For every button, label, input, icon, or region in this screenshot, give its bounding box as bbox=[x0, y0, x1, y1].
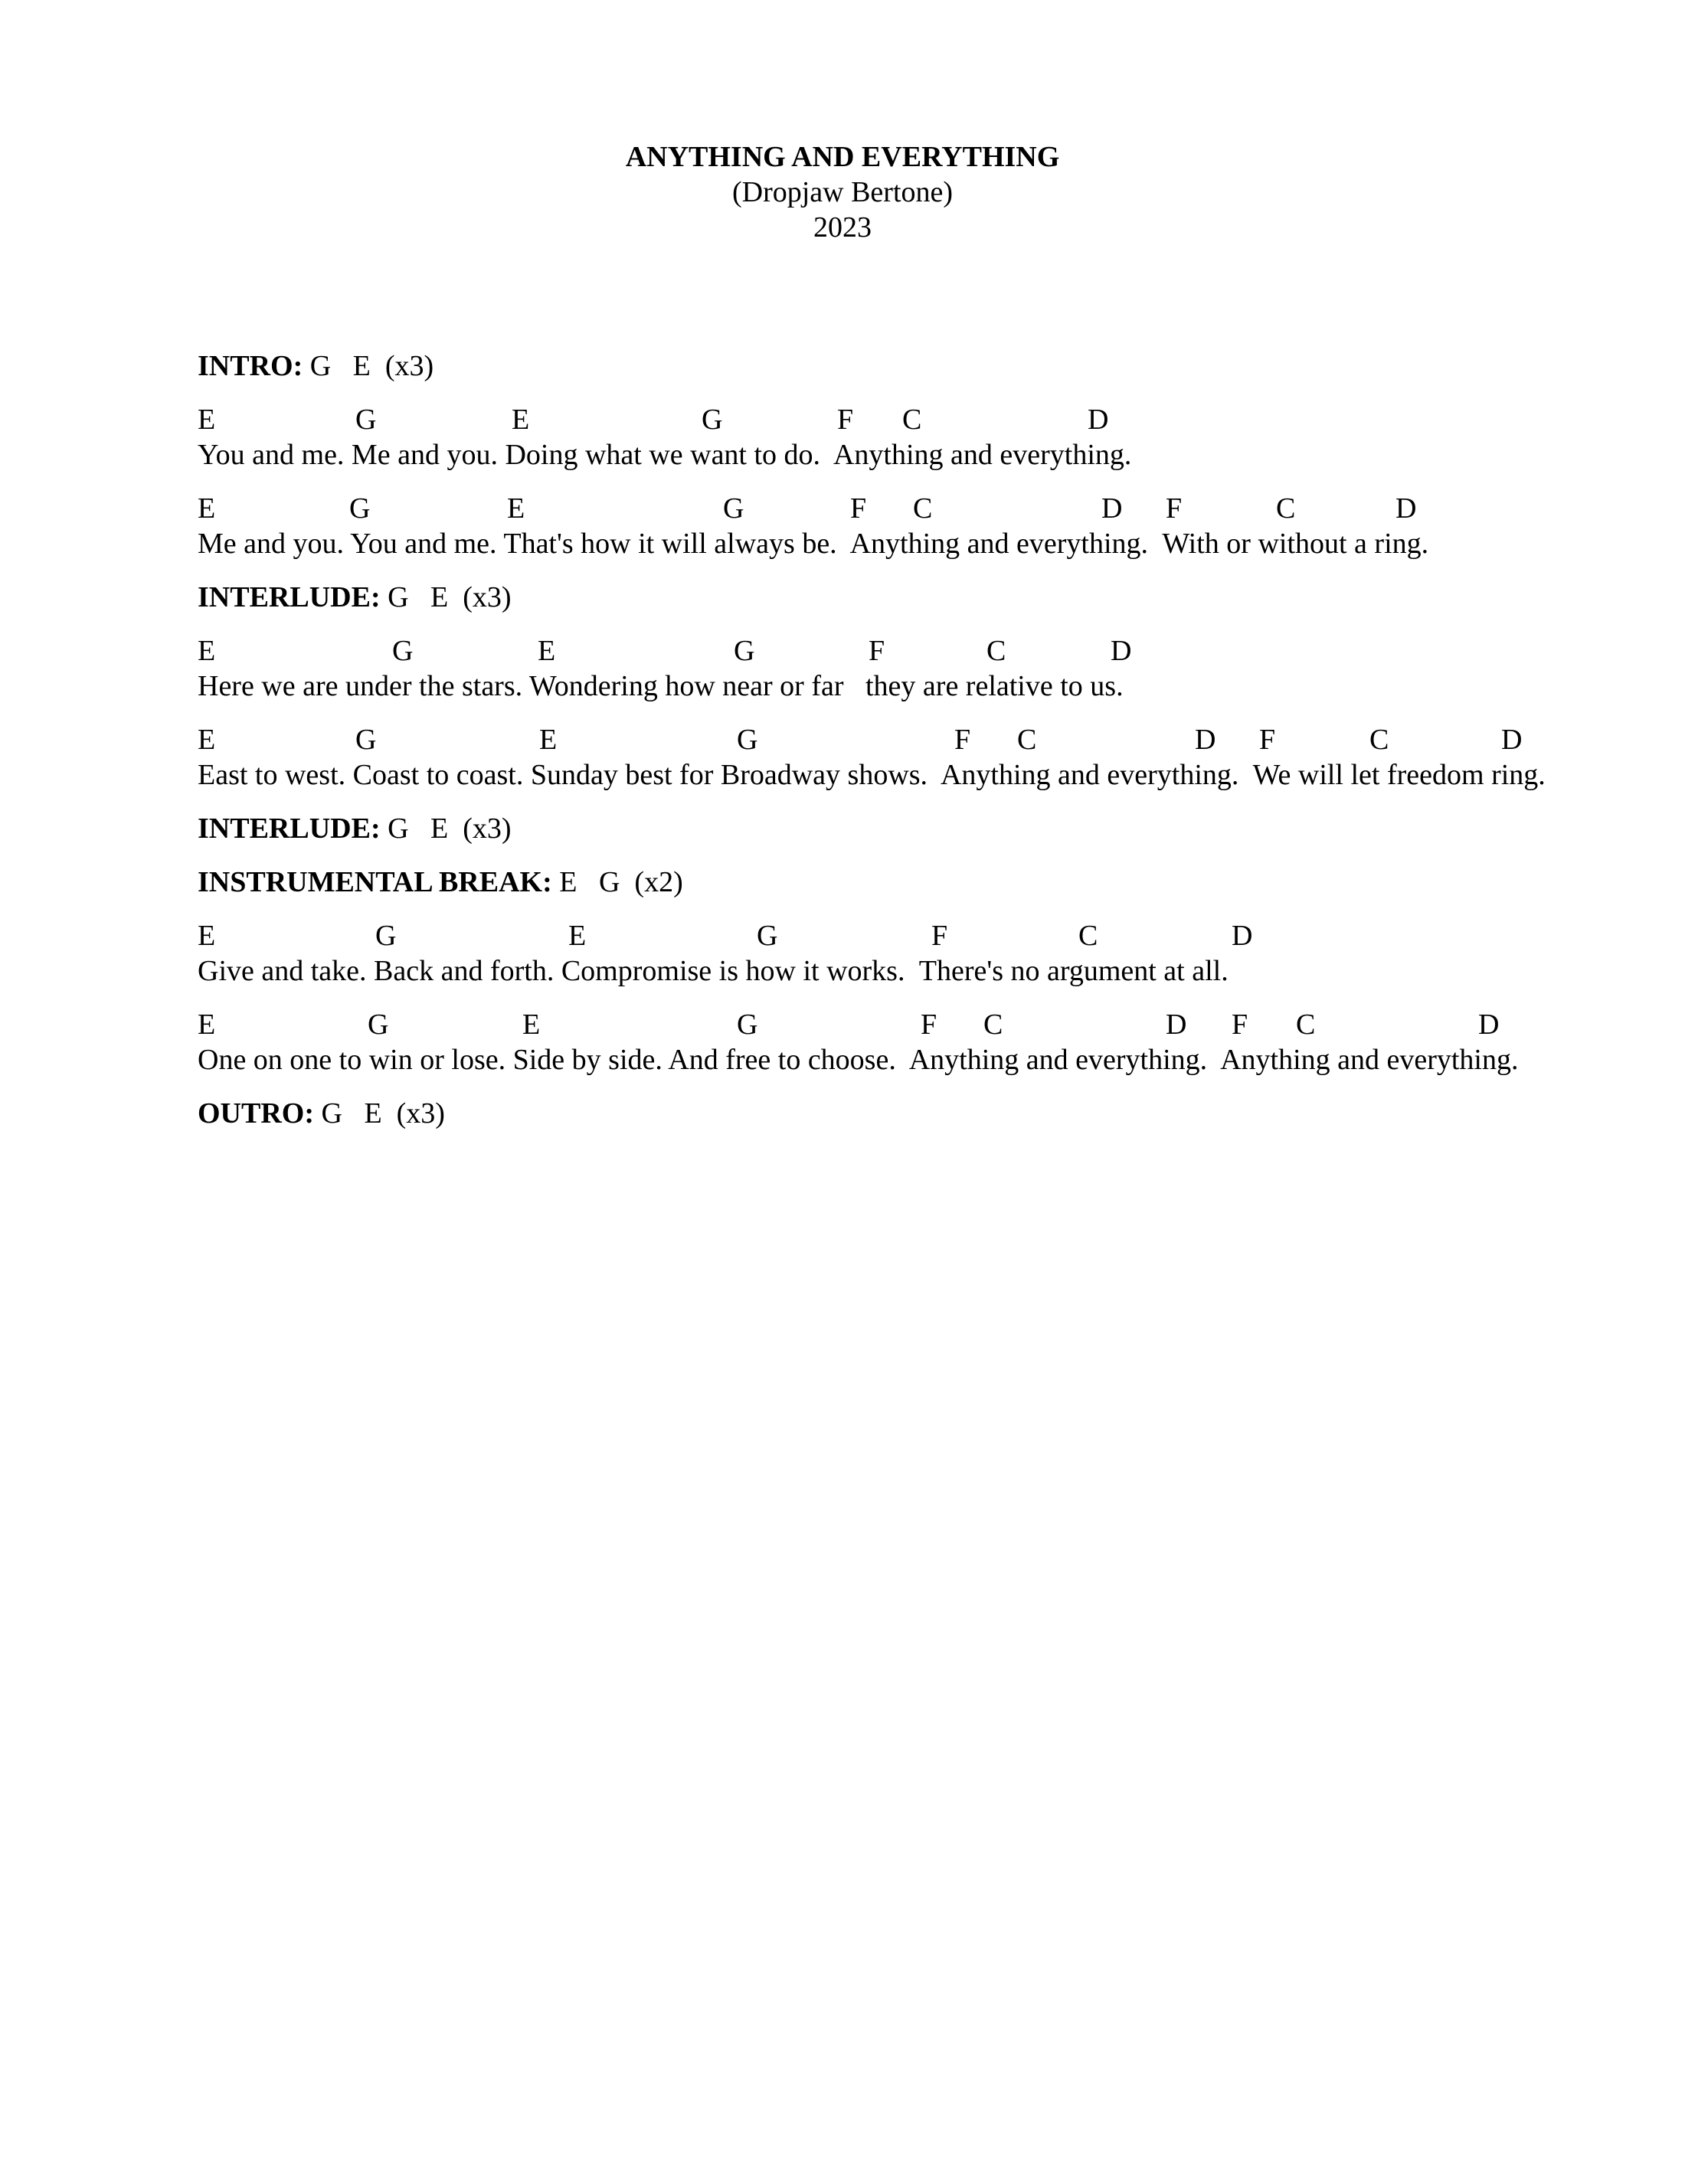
instrumental-break-section bbox=[198, 865, 1653, 900]
chord: E bbox=[568, 920, 587, 952]
lyric-line: Here we are under the stars. Wondering how near or far they are relative to us. bbox=[198, 670, 1124, 702]
chord: F bbox=[1232, 1009, 1248, 1041]
lyric-line: Give and take. Back and forth. Compromise is how it works. There's no argument at all. bbox=[198, 955, 1229, 987]
chord: C bbox=[1369, 724, 1389, 756]
chord: G bbox=[355, 404, 377, 436]
lyric-line: You and me. Me and you. Doing what we want to do. Anything and everything. bbox=[198, 439, 1132, 471]
verse-block bbox=[198, 1007, 1653, 1077]
chord: F bbox=[850, 492, 867, 525]
section-chords: E G (x2) bbox=[551, 866, 683, 898]
chord: G bbox=[375, 920, 397, 952]
chord: D bbox=[1195, 724, 1216, 756]
chord: D bbox=[1088, 404, 1109, 436]
section-label: INSTRUMENTAL BREAK: bbox=[198, 866, 552, 898]
section-chords: G E (x3) bbox=[314, 1097, 445, 1130]
verse-block bbox=[198, 402, 1653, 472]
chord: G bbox=[737, 724, 758, 756]
chord: E bbox=[522, 1009, 541, 1041]
song-year: 2023 bbox=[813, 211, 872, 244]
chord: E bbox=[198, 404, 216, 436]
section-chords: G E (x3) bbox=[380, 812, 512, 845]
verse-block bbox=[198, 918, 1653, 989]
section-label: INTERLUDE: bbox=[198, 812, 381, 845]
chord-line bbox=[198, 1007, 1653, 1042]
chord: F bbox=[1259, 724, 1276, 756]
chord-line bbox=[198, 722, 1653, 757]
chord: D bbox=[1101, 492, 1123, 525]
lyric-line: Me and you. You and me. That's how it will always be. Anything and everything. With or without a ring. bbox=[198, 528, 1429, 560]
section-chords: G E (x3) bbox=[303, 350, 434, 382]
chord: G bbox=[723, 492, 744, 525]
chord: D bbox=[1478, 1009, 1500, 1041]
section-label: INTRO: bbox=[198, 350, 303, 382]
chord: C bbox=[983, 1009, 1003, 1041]
chord: C bbox=[1078, 920, 1098, 952]
lyric-line: One on one to win or lose. Side by side. And free to choose. Anything and everything. Anything and everything. bbox=[198, 1044, 1519, 1076]
song-body bbox=[198, 348, 1653, 1131]
chord-line bbox=[198, 491, 1653, 526]
lyric-line: East to west. Coast to coast. Sunday best for Broadway shows. Anything and everything. We will let freedom ring. bbox=[198, 759, 1546, 791]
section-label: INTERLUDE: bbox=[198, 581, 381, 613]
chord: F bbox=[921, 1009, 937, 1041]
chord: E bbox=[539, 724, 558, 756]
section-chords: G E (x3) bbox=[380, 581, 512, 613]
chord: D bbox=[1501, 724, 1523, 756]
intro-section bbox=[198, 348, 1653, 384]
chord: G bbox=[702, 404, 723, 436]
verse-block bbox=[198, 722, 1653, 793]
chord: D bbox=[1232, 920, 1253, 952]
section-label: OUTRO: bbox=[198, 1097, 314, 1130]
verse-block bbox=[198, 491, 1653, 561]
chord: C bbox=[986, 635, 1006, 667]
chord-line bbox=[198, 402, 1653, 437]
chord: F bbox=[954, 724, 971, 756]
song-artist: (Dropjaw Bertone) bbox=[731, 176, 954, 208]
chord: E bbox=[198, 920, 216, 952]
chord: C bbox=[1276, 492, 1296, 525]
chord: E bbox=[507, 492, 525, 525]
chord: F bbox=[931, 920, 948, 952]
interlude-section bbox=[198, 811, 1653, 846]
chord: G bbox=[368, 1009, 389, 1041]
chord: D bbox=[1395, 492, 1417, 525]
chord: G bbox=[734, 635, 755, 667]
chord: G bbox=[392, 635, 414, 667]
song-header bbox=[0, 139, 1685, 245]
chord: G bbox=[355, 724, 377, 756]
chord: D bbox=[1166, 1009, 1187, 1041]
chord: F bbox=[869, 635, 885, 667]
verse-block bbox=[198, 633, 1653, 704]
chord: E bbox=[198, 492, 216, 525]
chord: F bbox=[1166, 492, 1183, 525]
chord: C bbox=[1017, 724, 1037, 756]
outro-section bbox=[198, 1096, 1653, 1131]
chord-line bbox=[198, 633, 1653, 669]
chord: E bbox=[538, 635, 556, 667]
chord: E bbox=[198, 724, 216, 756]
chord: C bbox=[1296, 1009, 1316, 1041]
chord: E bbox=[198, 635, 216, 667]
chord: E bbox=[198, 1009, 216, 1041]
chord: C bbox=[913, 492, 933, 525]
chord: G bbox=[757, 920, 778, 952]
chord: D bbox=[1111, 635, 1132, 667]
song-title: ANYTHING AND EVERYTHING bbox=[625, 141, 1060, 173]
chord: G bbox=[349, 492, 371, 525]
chord: E bbox=[512, 404, 530, 436]
interlude-section bbox=[198, 580, 1653, 615]
chord-line bbox=[198, 918, 1653, 953]
chord: C bbox=[902, 404, 922, 436]
chord: G bbox=[737, 1009, 758, 1041]
chord: F bbox=[837, 404, 854, 436]
